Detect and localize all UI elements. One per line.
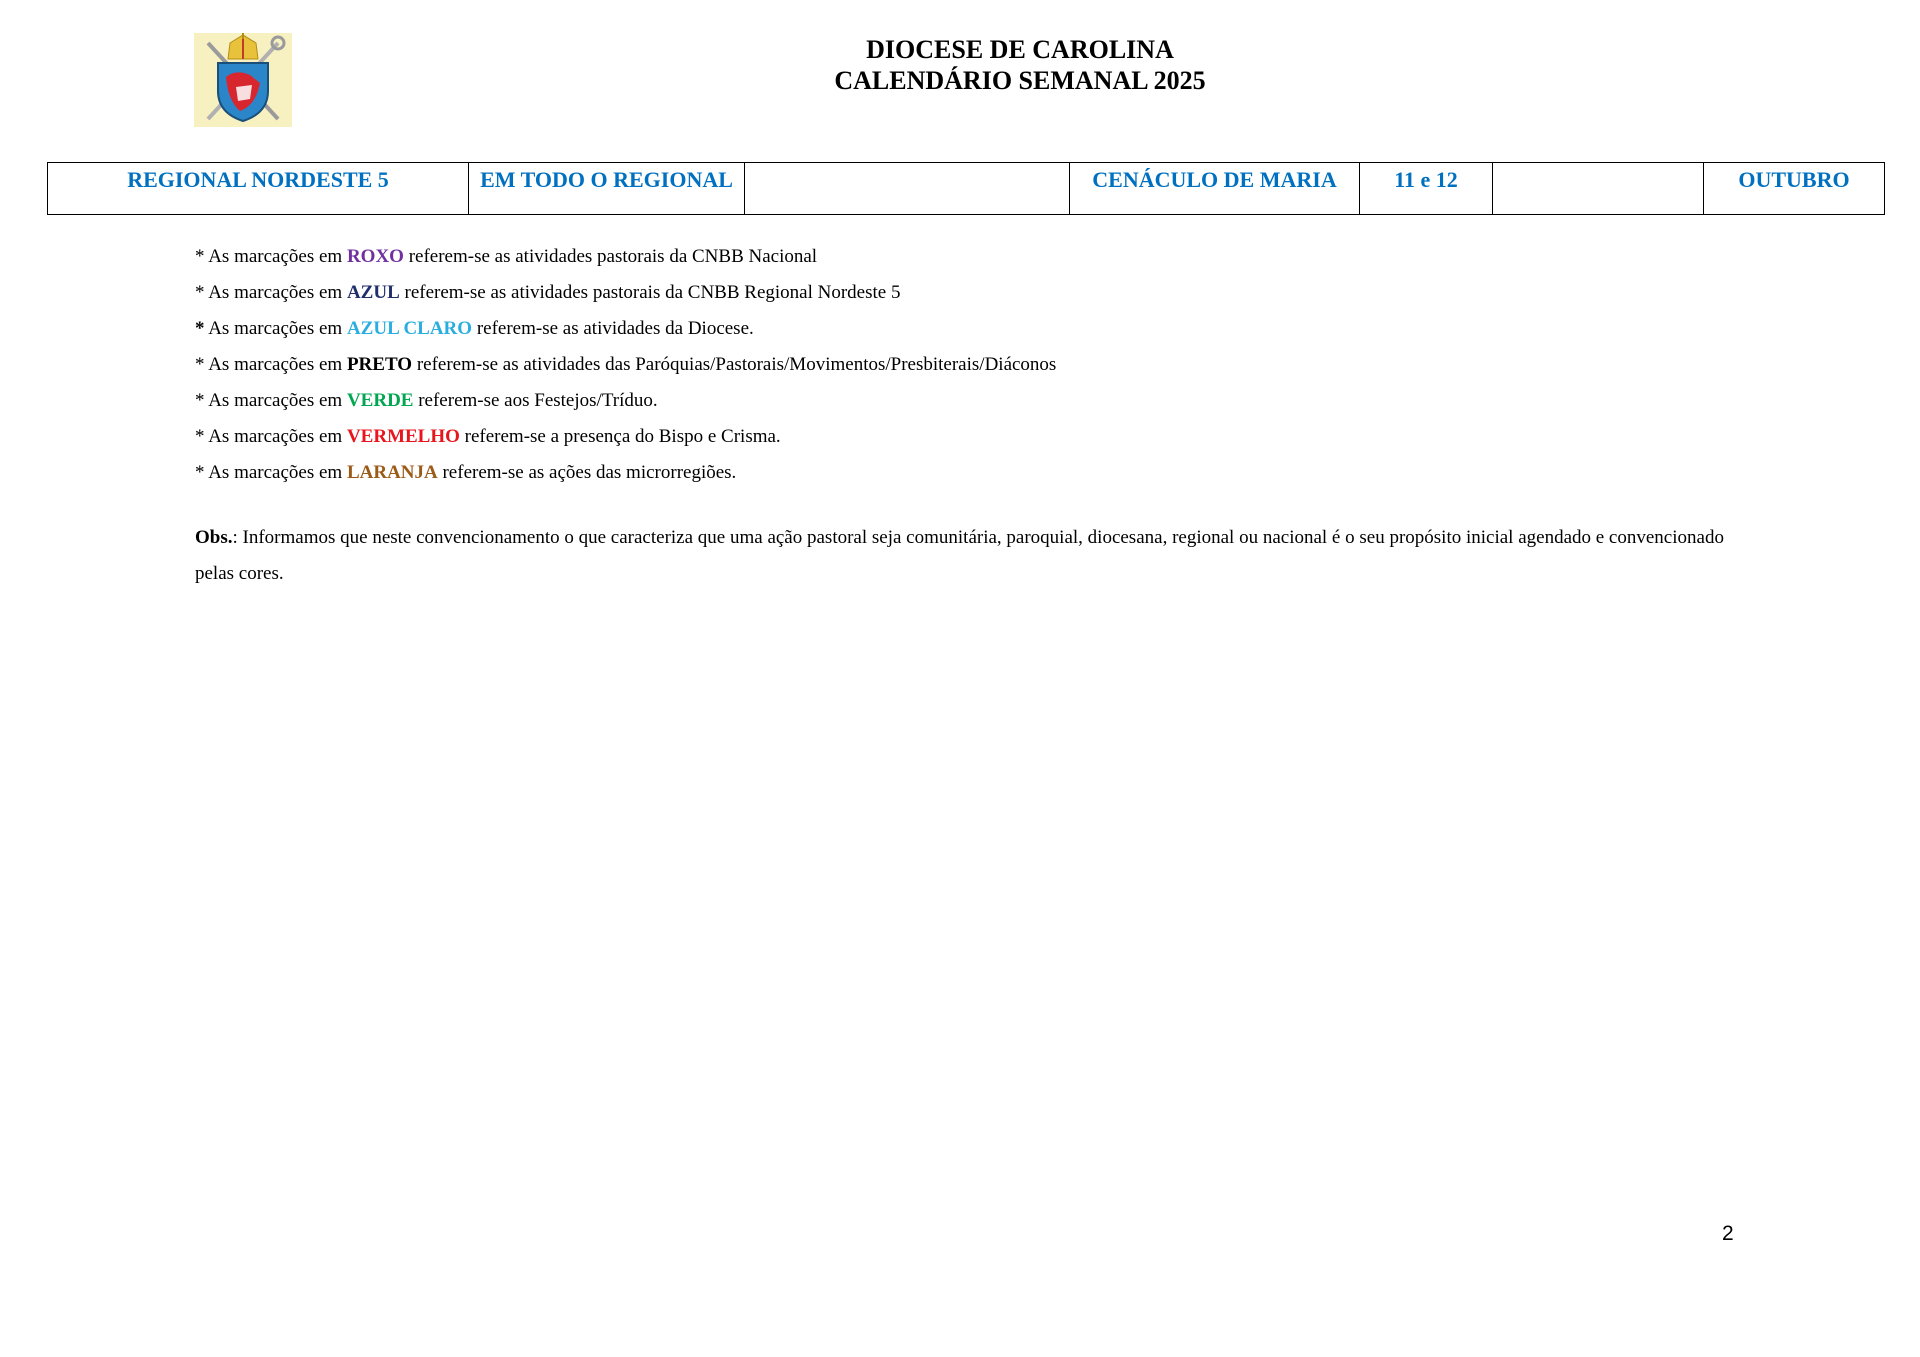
legend-prefix: As marcações em xyxy=(208,282,343,303)
legend-keyword: LARANJA xyxy=(346,462,438,483)
observation-text: : Informamos que neste convencionamento o que caracteriza que uma ação pastoral seja comunitária, paroquial, diocesana, regional ou nacional é o seu propósito inicial agendado e convencionado pelas cores. xyxy=(195,527,1724,584)
legend-description: referem-se as atividades pastorais da CNBB Regional Nordeste 5 xyxy=(404,282,901,303)
legend-prefix: As marcações em xyxy=(208,246,343,267)
legend-keyword: AZUL CLARO xyxy=(346,318,473,339)
legend-bullet: * xyxy=(195,318,205,339)
table-cell-location: EM TODO O REGIONAL xyxy=(469,163,745,215)
legend-item xyxy=(195,455,1056,491)
observation-label: Obs. xyxy=(195,527,233,548)
legend-item xyxy=(195,347,1056,383)
legend-item xyxy=(195,311,1056,347)
color-legend xyxy=(195,239,1056,491)
page-number: 2 xyxy=(1722,1222,1734,1245)
legend-keyword: AZUL xyxy=(346,282,400,303)
document-header xyxy=(620,34,1420,96)
table-cell-empty xyxy=(745,163,1070,215)
legend-item xyxy=(195,239,1056,275)
diocese-coat-of-arms-icon xyxy=(194,33,292,127)
table-row xyxy=(48,163,1885,215)
calendar-title: CALENDÁRIO SEMANAL 2025 xyxy=(834,66,1206,95)
legend-bullet: * xyxy=(195,282,205,303)
legend-description: referem-se a presença do Bispo e Crisma. xyxy=(464,426,781,447)
legend-prefix: As marcações em xyxy=(208,390,343,411)
legend-keyword: PRETO xyxy=(346,354,413,375)
legend-bullet: * xyxy=(195,462,205,483)
legend-description: referem-se aos Festejos/Tríduo. xyxy=(418,390,658,411)
observation-note xyxy=(195,520,1755,592)
legend-description: referem-se as atividades das Paróquias/Pastorais/Movimentos/Presbiterais/Diáconos xyxy=(416,354,1057,375)
legend-item xyxy=(195,275,1056,311)
legend-bullet: * xyxy=(195,390,205,411)
legend-keyword: VERMELHO xyxy=(346,426,460,447)
table-cell-regional: REGIONAL NORDESTE 5 xyxy=(48,163,469,215)
legend-keyword: VERDE xyxy=(346,390,414,411)
legend-prefix: As marcações em xyxy=(208,462,343,483)
legend-prefix: As marcações em xyxy=(208,426,343,447)
schedule-table xyxy=(47,162,1885,215)
legend-bullet: * xyxy=(195,354,205,375)
legend-bullet: * xyxy=(195,426,205,447)
table-cell-days: 11 e 12 xyxy=(1360,163,1493,215)
legend-description: referem-se as atividades da Diocese. xyxy=(476,318,754,339)
legend-prefix: As marcações em xyxy=(208,318,343,339)
legend-description: referem-se as ações das microrregiões. xyxy=(442,462,737,483)
legend-keyword: ROXO xyxy=(346,246,404,267)
table-cell-event: CENÁCULO DE MARIA xyxy=(1070,163,1360,215)
diocese-title: DIOCESE DE CAROLINA xyxy=(866,35,1174,64)
legend-prefix: As marcações em xyxy=(208,354,343,375)
table-cell-empty xyxy=(1493,163,1704,215)
legend-description: referem-se as atividades pastorais da CNBB Nacional xyxy=(408,246,818,267)
table-cell-month: OUTUBRO xyxy=(1704,163,1885,215)
legend-bullet: * xyxy=(195,246,205,267)
legend-item xyxy=(195,383,1056,419)
legend-item xyxy=(195,419,1056,455)
